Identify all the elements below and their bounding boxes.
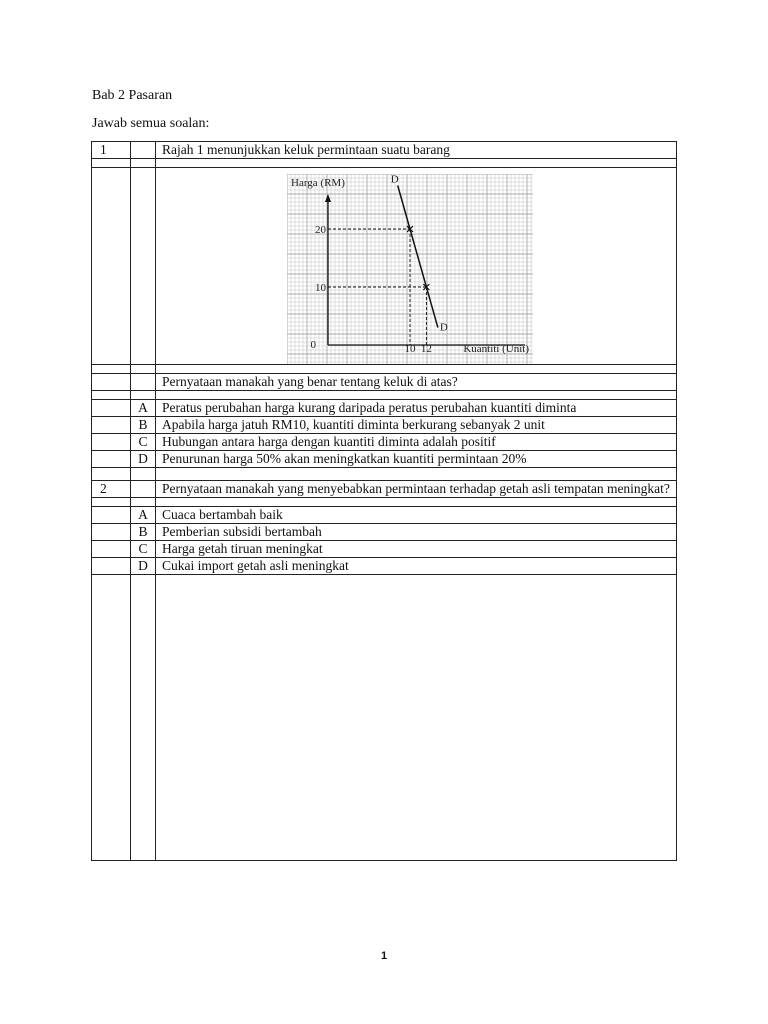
curve-label-bottom: D bbox=[439, 321, 448, 334]
figure-cell bbox=[156, 168, 677, 365]
option-text: Peratus perubahan harga kurang daripada peratus perubahan kuantiti diminta bbox=[156, 400, 677, 417]
q1-option-a bbox=[92, 400, 677, 417]
q2-option-a bbox=[92, 507, 677, 524]
q1-option-c bbox=[92, 434, 677, 451]
q2-option-b bbox=[92, 524, 677, 541]
instruction-text: Jawab semua soalan: bbox=[92, 116, 210, 131]
option-letter: C bbox=[131, 541, 156, 558]
option-text: Harga getah tiruan meningkat bbox=[156, 541, 677, 558]
option-letter: B bbox=[131, 524, 156, 541]
q1-question: Pernyataan manakah yang benar tentang keluk di atas? bbox=[156, 374, 677, 391]
q1-question-row bbox=[92, 374, 677, 391]
q2-question-row bbox=[92, 481, 677, 498]
chapter-title: Bab 2 Pasaran bbox=[92, 88, 173, 103]
x-tick-label: 12 bbox=[420, 343, 432, 355]
y-axis-label: Harga (RM) bbox=[291, 177, 345, 189]
q1-intro: Rajah 1 menunjukkan keluk permintaan suatu barang bbox=[156, 142, 677, 159]
curve-label-top: D bbox=[390, 174, 399, 186]
option-letter: C bbox=[131, 434, 156, 451]
q2-number: 2 bbox=[92, 481, 131, 498]
option-text: Cukai import getah asli meningkat bbox=[156, 558, 677, 575]
question-table bbox=[91, 141, 677, 861]
option-letter: A bbox=[131, 507, 156, 524]
y-tick-label: 10 bbox=[315, 282, 326, 294]
option-letter: B bbox=[131, 417, 156, 434]
x-axis-label: Kuantiti (Unit) bbox=[463, 343, 529, 355]
answer-space bbox=[156, 575, 677, 861]
option-text: Cuaca bertambah baik bbox=[156, 507, 677, 524]
q1-option-b bbox=[92, 417, 677, 434]
q2-option-d bbox=[92, 558, 677, 575]
q1-intro-row bbox=[92, 142, 677, 159]
option-text: Hubungan antara harga dengan kuantiti diminta adalah positif bbox=[156, 434, 677, 451]
option-text: Pemberian subsidi bertambah bbox=[156, 524, 677, 541]
origin-label: 0 bbox=[310, 339, 316, 351]
option-letter: D bbox=[131, 558, 156, 575]
option-text: Apabila harga jatuh RM10, kuantiti diminta berkurang sebanyak 2 unit bbox=[156, 417, 677, 434]
x-tick-label: 10 bbox=[404, 343, 416, 355]
q1-option-d bbox=[92, 451, 677, 468]
option-text: Penurunan harga 50% akan meningkatkan kuantiti permintaan 20% bbox=[156, 451, 677, 468]
y-tick-label: 20 bbox=[315, 224, 326, 236]
option-letter: A bbox=[131, 400, 156, 417]
q2-question: Pernyataan manakah yang menyebabkan permintaan terhadap getah asli tempatan meningkat? bbox=[156, 481, 677, 498]
q2-option-c bbox=[92, 541, 677, 558]
answer-space-row bbox=[92, 575, 677, 861]
q1-figure-row bbox=[92, 168, 677, 365]
option-letter: D bbox=[131, 451, 156, 468]
demand-curve-chart bbox=[287, 174, 533, 364]
page-number: 1 bbox=[380, 950, 388, 962]
q1-number: 1 bbox=[92, 142, 131, 159]
